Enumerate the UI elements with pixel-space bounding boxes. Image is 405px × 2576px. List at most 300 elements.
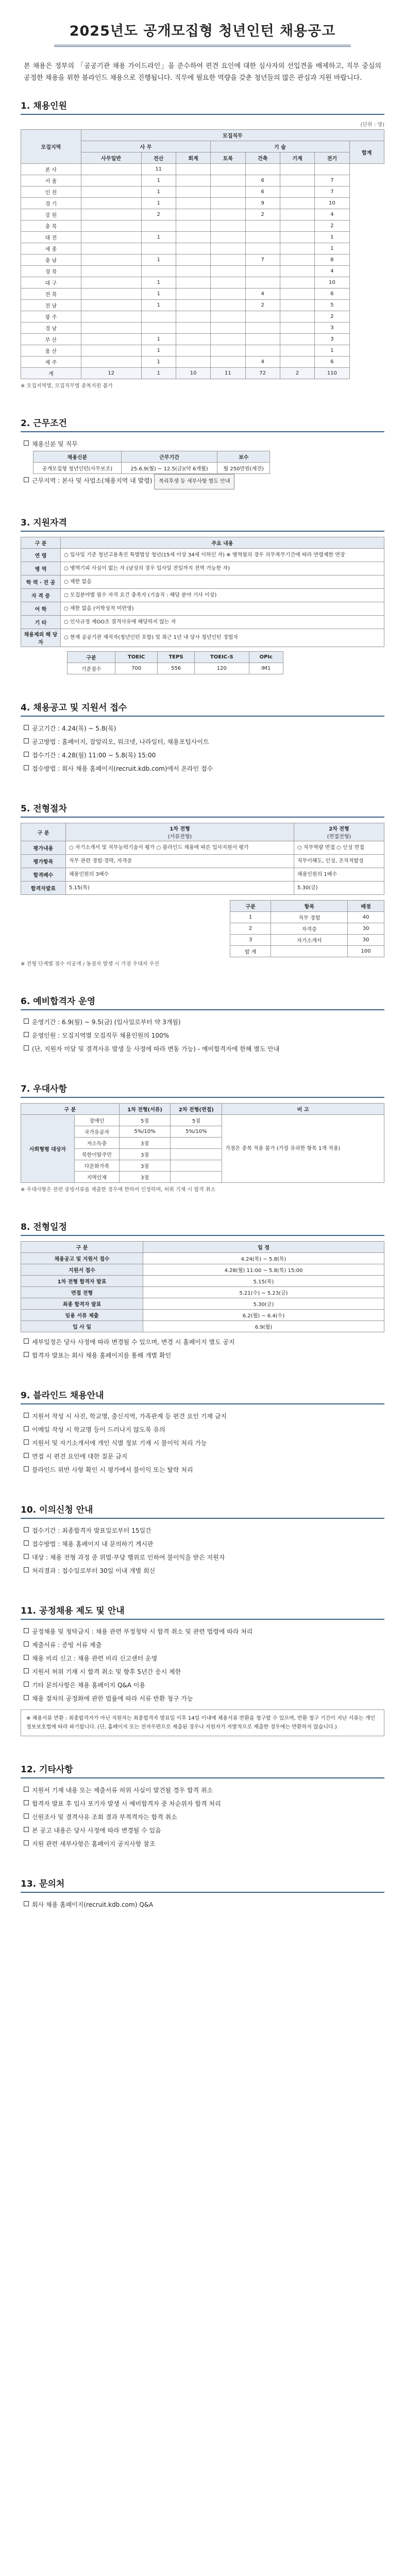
cell-count: 1: [141, 289, 176, 300]
cell-region: 경 북: [21, 266, 81, 277]
cell-count: [280, 232, 314, 243]
square-bullet-icon: [24, 1032, 29, 1037]
cell-count: [245, 221, 280, 232]
cell-count: [81, 311, 141, 323]
document-return-box: ※ 채용서류 반환 : 최종합격자가 아닌 지원자는 최종합격자 발표일 이후 14일 이내에 채용서류 반환을 청구할 수 있으며, 반환 청구 기간이 지난 서류는 개인정보보호법에 따라 파기합니다. (단, 홈페이지 또는 전자우편으로 제출된 경우나 지원자가 자발적으로 제출한 경우에는 반환하지 않습니다.): [21, 1709, 384, 1736]
square-bullet-icon: [24, 477, 29, 482]
cell-count: [141, 221, 176, 232]
process-note: ※ 전형 단계별 점수 미공개 / 동점자 발생 시 가점 우대자 우선: [21, 961, 159, 967]
cell-stage1: 5점: [119, 1115, 171, 1126]
col-lang: 구분: [68, 652, 115, 663]
cell-count: [280, 266, 314, 277]
cell-count: [81, 243, 141, 255]
cell-stage2: [171, 1160, 222, 1172]
cell-count: 2: [315, 311, 349, 323]
cell-count: [280, 300, 314, 311]
bullet-text: 접수방법 : 채용 홈페이지 내 문의하기 게시판: [32, 1540, 154, 1548]
table-row: [21, 1115, 384, 1126]
cell-stage1: ○ 자기소개서 및 직무능력기술서 평가 ○ 블라인드 채용에 따른 입사지원서 평가: [66, 841, 294, 855]
cell-count: [280, 323, 314, 334]
cell-count: [81, 255, 141, 266]
cell-region: 전 남: [21, 300, 81, 311]
bullet-text: 채용 절차의 공정화에 관한 법률에 따라 서류 반환 청구 가능: [32, 1695, 193, 1702]
square-bullet-icon: [24, 1554, 29, 1559]
cell-type: 다문화가족: [75, 1160, 120, 1172]
cell-count: 1: [141, 198, 176, 209]
bullet-item: [24, 1423, 384, 1436]
cell-count: 4: [315, 209, 349, 221]
cell-region: 제 주: [21, 357, 81, 368]
bullet-text: 채용 비리 신고 : 채용 관련 비리 신고센터 운영: [32, 1655, 158, 1662]
col-period: 근무기간: [121, 451, 217, 463]
square-bullet-icon: [24, 1695, 29, 1700]
cell-region: 경 남: [21, 323, 81, 334]
bullet-text: 운영기간 : 6.9(월) ~ 9.5(금) (입사일로부터 약 3개월): [32, 1019, 181, 1026]
cell-count: [176, 255, 210, 266]
cell-count: [211, 255, 245, 266]
table-row: [21, 1310, 384, 1321]
col-pref: 비 고: [222, 1104, 384, 1115]
cell-count: 8: [315, 255, 349, 266]
table-row: [21, 289, 384, 300]
section-qualifications: [21, 515, 384, 674]
cell-count: [176, 300, 210, 311]
bullet-text: 채용신분 및 직무: [32, 440, 78, 448]
cell-count: [245, 277, 280, 289]
cell-score: 1: [230, 912, 271, 923]
table-row: [21, 266, 384, 277]
section-misc: [21, 1762, 384, 1851]
unit-label: (단위 : 명): [360, 122, 384, 128]
table-row: [21, 589, 384, 602]
table-row: [21, 311, 384, 323]
section-schedule: [21, 1219, 384, 1362]
square-bullet-icon: [24, 1453, 29, 1458]
cell-count: 1: [141, 277, 176, 289]
cell-stage2: 직무이해도, 인성, 조직적합성: [294, 855, 384, 868]
cell-stage: 면접 전형: [21, 1287, 143, 1298]
table-row: [21, 549, 384, 562]
cell-stage: 1차 전형 합격자 발표: [21, 1276, 143, 1287]
cell-count: 1: [141, 334, 176, 345]
cell-score: 2: [230, 923, 271, 935]
square-bullet-icon: [24, 1352, 29, 1357]
cell-date: 4.24(목) ~ 5.8(목): [143, 1253, 384, 1264]
table-row: [21, 243, 384, 255]
col-job-5: 기계: [280, 152, 314, 164]
cell-region: 경 기: [21, 198, 81, 209]
bullet-item: [24, 1797, 384, 1810]
cell-score: 40: [348, 912, 384, 923]
section-conditions: [21, 416, 384, 489]
cell-count: [81, 198, 141, 209]
cell-count: [141, 311, 176, 323]
bullet-text: 세부일정은 당사 사정에 따라 변경될 수 있으며, 변경 시 홈페이지 별도 공지: [32, 1338, 235, 1346]
score-table: [230, 900, 384, 957]
section-contact: [21, 1876, 384, 1911]
cell-count: [141, 243, 176, 255]
cell-count: 1: [315, 232, 349, 243]
cell-count: 4: [315, 266, 349, 277]
section-headcount: [21, 98, 384, 390]
cell-type: 지역인재: [75, 1172, 120, 1183]
cell-score: 합 계: [230, 946, 271, 957]
table-row: [21, 602, 384, 616]
bullet-text: 합격자 발표는 회사 채용 홈페이지를 통해 개별 확인: [32, 1352, 172, 1359]
col-group-office: 사 무: [81, 141, 210, 152]
cell-count: [280, 289, 314, 300]
cell-region: 세 종: [21, 243, 81, 255]
bullet-text: 블라인드 위반 사항 확인 시 평가에서 불이익 또는 탈락 처리: [32, 1466, 193, 1473]
bullet-text: 신원조사 및 결격사유 조회 결과 부적격자는 합격 취소: [32, 1814, 177, 1821]
table-row: [21, 841, 384, 855]
cell-count: [280, 311, 314, 323]
cell-region: 강 원: [21, 209, 81, 221]
cell-count: [176, 221, 210, 232]
col-region: 모집지역: [21, 130, 81, 164]
bullet-item: [24, 722, 384, 735]
col-job-6: 전기: [315, 152, 349, 164]
bullet-item: [24, 474, 384, 489]
cell-pay: 월 250만원(세전): [217, 463, 270, 474]
cell-count: [176, 357, 210, 368]
cell-count: 2: [280, 368, 314, 379]
col-lang: TOEIC-S: [194, 652, 249, 663]
bullet-item: [24, 1638, 384, 1652]
cell-count: 7: [315, 187, 349, 198]
qualifications-table: [21, 537, 384, 647]
col-pref: 1차 전형(서류): [119, 1104, 171, 1115]
cell-count: [176, 232, 210, 243]
intro-paragraph: 본 채용은 정부의 「공공기관 채용 가이드라인」을 준수하여 편견 요인에 대한 심사자의 선입견을 배제하고, 직무 중심의 공정한 채용을 위한 블라인드 채용으로 진행됩니다. 직무에 필요한 역량을 갖춘 청년들의 많은 관심과 지원 바랍니다.: [24, 62, 381, 82]
section-heading: 9. 블라인드 채용안내: [21, 1388, 384, 1404]
square-bullet-icon: [24, 1787, 29, 1792]
bullet-text: (단, 지원자 미달 및 결격사유 발생 등 사정에 따라 변동 가능) - 예비합격자에 한해 별도 안내: [32, 1045, 280, 1053]
cell-stage1: 5%/10%: [119, 1126, 171, 1138]
cell-count: [280, 175, 314, 187]
bullet-item: [24, 1665, 384, 1679]
square-bullet-icon: [24, 1567, 29, 1572]
square-bullet-icon: [24, 1019, 29, 1024]
cell-count: 11: [211, 368, 245, 379]
cell-stage: 임용 서류 제출: [21, 1310, 143, 1321]
col-job-0: 사무일반: [81, 152, 141, 164]
cell-count: 1: [141, 368, 176, 379]
section-heading: 10. 이의신청 안내: [21, 1502, 384, 1519]
square-bullet-icon: [24, 1338, 29, 1344]
col-detail: 주요 내용: [61, 537, 384, 549]
cell-count: 9: [245, 198, 280, 209]
col-job-4: 건축: [245, 152, 280, 164]
cell-count: [211, 266, 245, 277]
cell-stage2: ○ 직무역량 면접 ○ 인성 면접: [294, 841, 384, 855]
cell-stage1: 3점: [119, 1138, 171, 1149]
cell-period: 25.6.9(월) ~ 12.5(금)(약 6개월): [121, 463, 217, 474]
bullet-item: [24, 1029, 384, 1042]
cell-count: [211, 243, 245, 255]
cell-category: 학 력 · 전 공: [21, 575, 61, 589]
bullet-item: [24, 1551, 384, 1564]
square-bullet-icon: [24, 1655, 29, 1660]
schedule-table: [21, 1241, 384, 1332]
col-status: 채용신분: [33, 451, 122, 463]
cell-date: 5.15(목): [143, 1276, 384, 1287]
cell-category: 평가항목: [21, 855, 66, 868]
table-row: [21, 1276, 384, 1287]
square-bullet-icon: [24, 1439, 29, 1445]
cell-count: 4: [245, 357, 280, 368]
cell-category: 채용제외 해 당 자: [21, 629, 61, 647]
cell-score: [271, 946, 348, 957]
cell-count: [245, 164, 280, 175]
cell-count: [81, 300, 141, 311]
square-bullet-icon: [24, 1466, 29, 1471]
cell-count: [141, 266, 176, 277]
cell-date: 5.30(금): [143, 1298, 384, 1310]
cell-count: 110: [315, 368, 349, 379]
bullet-text: 지원서 및 자기소개서에 개인 식별 정보 기재 시 불이익 처리 가능: [32, 1439, 207, 1447]
cell-count: 1: [141, 187, 176, 198]
section-preference: [21, 1081, 384, 1194]
cell-category: 합격자발표: [21, 882, 66, 895]
table-row: [21, 345, 384, 357]
cell-count: [211, 345, 245, 357]
cell-detail: ○ 제한 없음 (어학성적 미반영): [61, 602, 384, 616]
table-row: [21, 368, 384, 379]
cell-count: 10: [176, 368, 210, 379]
section-heading: 8. 전형일정: [21, 1219, 384, 1236]
table-row: [21, 255, 384, 266]
section-heading: 11. 공정채용 제도 및 안내: [21, 1603, 384, 1620]
bullet-text: 회사 채용 홈페이지(recruit.kdb.com) Q&A: [32, 1901, 154, 1908]
table-row: [21, 175, 384, 187]
cell-count: 5: [315, 300, 349, 311]
cell-count: [211, 357, 245, 368]
table-row: [21, 1321, 384, 1332]
bullet-text: 지원 관련 세부사항은 홈페이지 공지사항 참조: [32, 1840, 156, 1848]
table-row: [21, 575, 384, 589]
table-row: [21, 868, 384, 882]
square-bullet-icon: [24, 1641, 29, 1647]
section-application: [21, 700, 384, 775]
bullet-item: [24, 1436, 384, 1450]
bullet-text: 운영인원 : 모집지역별 모집직무 채용인원의 100%: [32, 1032, 170, 1039]
cell-count: [211, 187, 245, 198]
conditions-table: [33, 451, 270, 474]
cell-type: 저소득층: [75, 1138, 120, 1149]
table-row: [21, 1287, 384, 1298]
section-heading: 13. 문의처: [21, 1876, 384, 1893]
cell-detail: ○ 병역기피 사실이 없는 자 (남성의 경우 입사일 전일까지 전역 가능한 자): [61, 562, 384, 575]
cell-stage1: 채용인원의 3배수: [66, 868, 294, 882]
col-job-2: 회계: [176, 152, 210, 164]
cell-type: 장애인: [75, 1115, 120, 1126]
cell-stage2: 5점: [171, 1115, 222, 1126]
cell-category: 기 타: [21, 616, 61, 629]
square-bullet-icon: [24, 1814, 29, 1819]
cell-date: 6.9(월): [143, 1321, 384, 1332]
col-category: 구 분: [21, 537, 61, 549]
bullet-item: [24, 1810, 384, 1824]
cell-region: 전 북: [21, 289, 81, 300]
table-row: [21, 334, 384, 345]
square-bullet-icon: [24, 1827, 29, 1832]
cell-count: [280, 209, 314, 221]
cell-count: 3: [315, 323, 349, 334]
preference-note: ※ 우대사항은 관련 증빙서류를 제출한 경우에 한하여 인정하며, 허위 기재 시 합격 취소: [21, 1187, 216, 1193]
section-heading: 1. 채용인원: [21, 98, 384, 115]
bullet-text: 대상 : 채용 전형 과정 중 위법·부당 행위로 인하여 불이익을 받은 지원자: [32, 1554, 225, 1561]
square-bullet-icon: [24, 1840, 29, 1845]
cell-count: 1: [141, 255, 176, 266]
cell-count: [280, 164, 314, 175]
bullet-item: [24, 1410, 384, 1423]
cell-count: [141, 323, 176, 334]
cell-detail: ○ 입사일 기준 청년고용촉진 특별법상 청년(15세 이상 34세 이하인 자) ※ 병역필의 경우 의무복무기간에 따라 연령제한 연장: [61, 549, 384, 562]
table-row: [21, 277, 384, 289]
cell-count: 1: [315, 243, 349, 255]
cell-count: [280, 198, 314, 209]
table-row: [21, 300, 384, 311]
cell-count: [211, 289, 245, 300]
bullet-item: [24, 1784, 384, 1797]
section-heading: 5. 전형절차: [21, 801, 384, 818]
bullet-item: [24, 749, 384, 762]
cell-count: 10: [315, 198, 349, 209]
cell-count: 1: [141, 232, 176, 243]
cell-score: 3: [230, 935, 271, 946]
cell-stage1: 3점: [119, 1149, 171, 1160]
section-objection: [21, 1502, 384, 1578]
cell-count: [280, 255, 314, 266]
square-bullet-icon: [24, 1540, 29, 1546]
bullet-text: 처리결과 : 접수일로부터 30일 이내 개별 회신: [32, 1567, 156, 1574]
cell-region: 울 산: [21, 345, 81, 357]
col-total: 합계: [349, 141, 384, 164]
cell-lang: 120: [194, 663, 249, 674]
cell-stage1: 직무 관련 경험·경력, 자격증: [66, 855, 294, 868]
cell-count: [280, 345, 314, 357]
cell-count: [245, 311, 280, 323]
table-row: [21, 855, 384, 868]
headcount-table: [21, 129, 384, 379]
cell-count: [176, 323, 210, 334]
cell-group: 사회형평 대상자: [21, 1115, 75, 1183]
bullet-text: 공고기간 : 4.24(목) ~ 5.8(목): [32, 725, 116, 732]
col-field: 모집직무: [81, 130, 384, 141]
cell-count: 1: [141, 300, 176, 311]
cell-count: 10: [315, 277, 349, 289]
section-heading: 6. 예비합격자 운영: [21, 994, 384, 1010]
bullet-text: 면접 시 편견 요인에 대한 질문 금지: [32, 1453, 128, 1460]
cell-count: [81, 289, 141, 300]
cell-count: [211, 198, 245, 209]
cell-detail: ○ 인사규정 제OO조 결격사유에 해당하지 않는 자: [61, 616, 384, 629]
cell-count: 11: [141, 164, 176, 175]
cell-stage2: [171, 1172, 222, 1183]
cell-detail: ○ 현재 공공기관 재직자(청년인턴 포함) 및 최근 1년 내 당사 청년인턴 경험자: [61, 629, 384, 647]
col-job-1: 전산: [141, 152, 176, 164]
cell-region: 본 사: [21, 164, 81, 175]
square-bullet-icon: [24, 752, 29, 757]
cell-category: 병 역: [21, 562, 61, 575]
cell-count: [81, 164, 141, 175]
square-bullet-icon: [24, 440, 29, 446]
cell-count: [280, 221, 314, 232]
preference-table: [21, 1103, 384, 1183]
cell-count: [81, 221, 141, 232]
bullet-item: [24, 1625, 384, 1638]
bullet-text: 접수방법 : 회사 채용 홈페이지(recruit.kdb.com)에서 온라인 접수: [32, 765, 213, 772]
square-bullet-icon: [24, 1682, 29, 1687]
cell-count: 2: [245, 300, 280, 311]
cell-region: 충 남: [21, 255, 81, 266]
bullet-text: 본 공고 내용은 당사 사정에 따라 변경될 수 있음: [32, 1827, 161, 1834]
cell-count: [81, 266, 141, 277]
square-bullet-icon: [24, 725, 29, 730]
bullet-text: 기타 문의사항은 채용 홈페이지 Q&A 이용: [32, 1682, 145, 1689]
cell-count: [211, 300, 245, 311]
col-lang: TEPS: [158, 652, 195, 663]
cell-count: [176, 243, 210, 255]
cell-category: 자 격 증: [21, 589, 61, 602]
bullet-text: 지원서 작성 시 사진, 학교명, 출신지역, 가족관계 등 편견 요인 기재 금지: [32, 1413, 227, 1420]
cell-stage: 지원서 접수: [21, 1264, 143, 1276]
cell-score: 30: [348, 935, 384, 946]
bullet-item: [24, 1652, 384, 1665]
cell-date: 5.21(수) ~ 5.23(금): [143, 1287, 384, 1298]
square-bullet-icon: [24, 1527, 29, 1532]
cell-count: 4: [245, 289, 280, 300]
cell-lang: 700: [115, 663, 158, 674]
table-row: [230, 946, 384, 957]
bullet-item: [24, 1898, 384, 1911]
cell-lang: 기준점수: [68, 663, 115, 674]
cell-count: [81, 175, 141, 187]
col-score: 항목: [271, 901, 348, 912]
cell-count: [176, 198, 210, 209]
cell-region: 인 천: [21, 187, 81, 198]
cell-score: 30: [348, 923, 384, 935]
col-score: 배점: [348, 901, 384, 912]
bullet-item: [24, 1463, 384, 1477]
title-block: [0, 20, 405, 47]
table-row: [21, 1253, 384, 1264]
cell-count: [245, 334, 280, 345]
section-heading: 3. 지원자격: [21, 515, 384, 532]
square-bullet-icon: [24, 738, 29, 743]
cell-count: 3: [315, 334, 349, 345]
cell-count: 2: [315, 221, 349, 232]
table-row: [21, 323, 384, 334]
bullet-text: 이메일 작성 시 학교명 등이 드러나지 않도록 유의: [32, 1426, 165, 1433]
cell-region: 충 북: [21, 221, 81, 232]
cell-count: [245, 345, 280, 357]
cell-count: [211, 334, 245, 345]
bullet-item: [24, 735, 384, 749]
cell-count: 1: [141, 345, 176, 357]
section-heading: 12. 기타사항: [21, 1762, 384, 1778]
cell-stage2: [171, 1138, 222, 1149]
bullet-item: [24, 762, 384, 775]
square-bullet-icon: [24, 1413, 29, 1418]
section-blind: [21, 1388, 384, 1477]
table-row: [21, 232, 384, 243]
col-score: 구분: [230, 901, 271, 912]
cell-count: 12: [81, 368, 141, 379]
col-lang: OPIc: [249, 652, 283, 663]
cell-count: [81, 187, 141, 198]
